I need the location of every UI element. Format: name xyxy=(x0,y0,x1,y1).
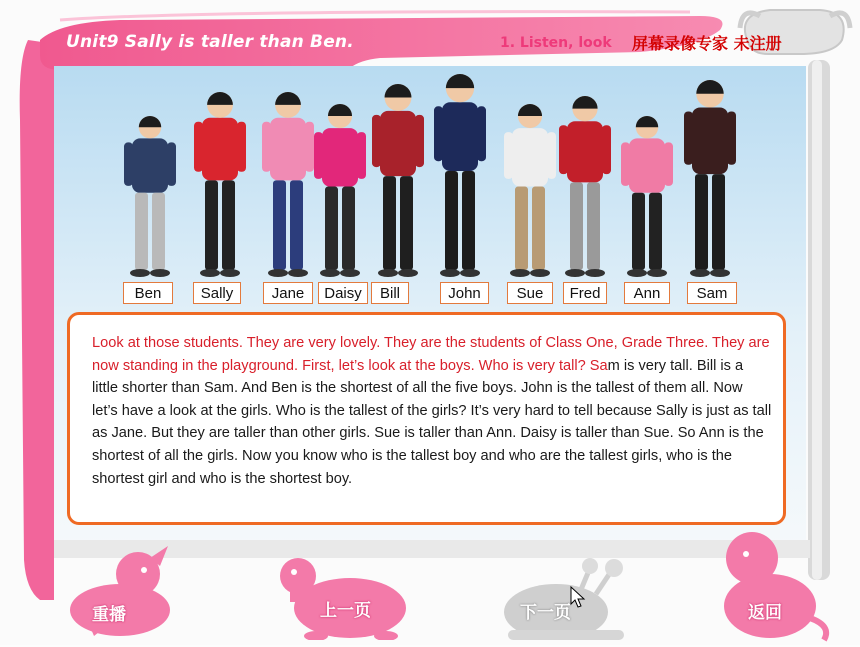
student-daisy xyxy=(314,104,366,277)
back-label: 返回 xyxy=(748,603,782,623)
lesson-title: Unit9 Sally is taller than Ben. xyxy=(66,32,354,52)
back-button[interactable] xyxy=(712,528,832,642)
name-label-bill: Bill xyxy=(371,282,409,304)
next-page-label: 下一页 xyxy=(520,603,571,623)
name-label-john: John xyxy=(440,282,489,304)
recorder-watermark: 屏幕录像专家 未注册 xyxy=(632,34,782,53)
name-label-sally: Sally xyxy=(193,282,241,304)
passage-red-part: Look at those students. They are very lovely. They are the students of Class One, Grade Three. They are now standing in the playground. First, let’s look at the boys. Who is very tall? Sa xyxy=(92,335,770,374)
student-bill xyxy=(372,84,424,277)
replay-button[interactable] xyxy=(64,540,176,640)
name-label-daisy: Daisy xyxy=(318,282,368,304)
name-label-ben: Ben xyxy=(123,282,173,304)
passage-black-part: m is very tall. Bill is a little shorter than Sam. And Ben is the shortest of all the five boys. John is the tallest of them all. Now let’s have a look at the girls. Who is the tallest of the girls? It’s very hard to tell because Sally is just as tall as Jane. But they are taller than other girls. Sue is taller than Ann. Daisy is taller than Sue. So Ann is the shortest of all the girls. Now you know who is the tallest boy and who are the tallest girls, who is the shortest girl and who is the shortest boy. xyxy=(92,357,772,487)
name-label-sue: Sue xyxy=(507,282,553,304)
name-label-jane: Jane xyxy=(263,282,313,304)
next-page-button[interactable] xyxy=(500,554,632,642)
name-label-sam: Sam xyxy=(687,282,737,304)
student-ben xyxy=(124,116,176,277)
student-fred xyxy=(559,96,611,277)
mouse-icon xyxy=(712,528,832,642)
previous-page-label: 上一页 xyxy=(320,601,371,621)
task-instruction: 1. Listen, look xyxy=(500,35,612,51)
replay-label: 重播 xyxy=(92,605,126,625)
mouse-cursor-icon xyxy=(570,586,586,608)
student-sue xyxy=(504,104,556,277)
name-label-fred: Fred xyxy=(563,282,607,304)
student-jane xyxy=(262,92,314,277)
student-sam xyxy=(684,80,736,277)
name-label-ann: Ann xyxy=(624,282,670,304)
student-sally xyxy=(194,92,246,277)
reading-passage xyxy=(92,332,772,490)
student-john xyxy=(434,74,486,277)
student-ann xyxy=(621,116,673,277)
previous-page-button[interactable] xyxy=(276,552,412,640)
bird-icon xyxy=(64,540,176,640)
